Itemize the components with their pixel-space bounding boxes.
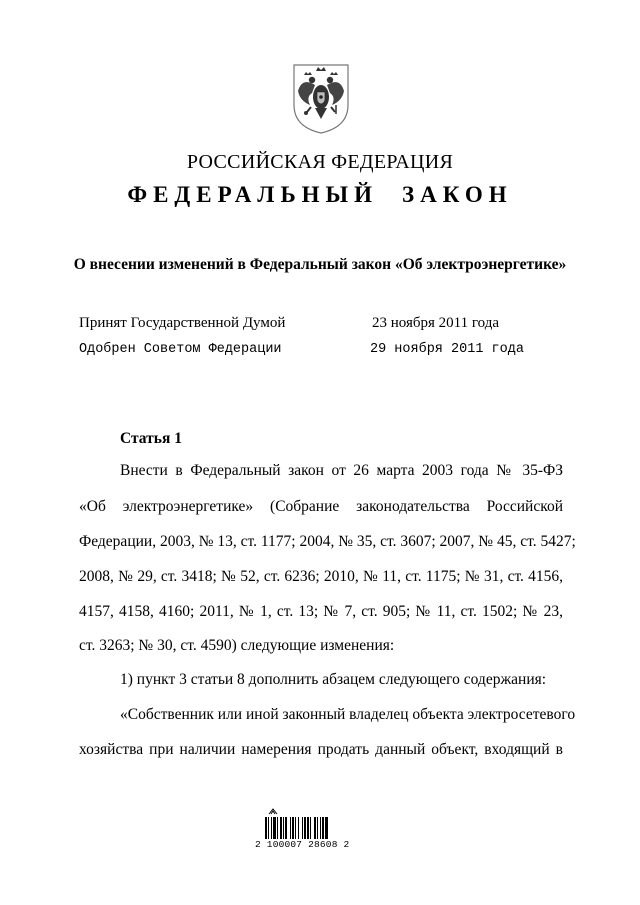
barcode-bar: [298, 817, 299, 839]
coat-of-arms-emblem: [290, 61, 352, 135]
law-title: О внесении изменений в Федеральный закон «Об электроэнергетике»: [73, 256, 567, 273]
article-text-line: Федерации, 2003, № 13, ст. 1177; 2004, № 35, ст. 3607; 2007, № 45, ст. 5427;: [79, 533, 576, 550]
barcode-bar: [290, 817, 291, 839]
barcode-bar: [325, 817, 328, 839]
barcode-bar: [304, 817, 306, 839]
barcode-bar: [273, 817, 276, 839]
adoption-date: 23 ноября 2011 года: [372, 315, 500, 331]
barcode-bar: [310, 817, 311, 839]
barcode-bar: [295, 817, 296, 839]
barcode-bar: [283, 817, 284, 839]
article-heading: Статья 1: [120, 430, 182, 447]
document-type-word-federal: ФЕДЕРАЛЬНЫЙ: [127, 182, 379, 207]
barcode-bar: [277, 817, 278, 839]
barcode-bar: [307, 817, 309, 839]
barcode-bar: [302, 817, 303, 839]
barcode-bar: [317, 817, 318, 839]
barcode-bar: [292, 817, 294, 839]
adoption-label: Одобрен Советом Федерации: [79, 342, 282, 357]
article-text-line: 1) пункт 3 статьи 8 дополнить абзацем следующего содержания:: [120, 671, 547, 688]
barcode: [255, 808, 359, 854]
barcode-bar: [268, 817, 269, 839]
article-text-line: 4157, 4158, 4160; 2011, № 1, ст. 13; № 7, ст. 905; № 11, ст. 1502; № 23,: [79, 603, 563, 620]
document-type-heading: [0, 182, 640, 208]
barcode-bars: [265, 817, 349, 839]
barcode-bar: [280, 817, 282, 839]
barcode-bar: [322, 817, 324, 839]
article-text-line: 2008, № 29, ст. 3418; № 52, ст. 6236; 2010, № 11, ст. 1175; № 31, ст. 4156,: [79, 568, 563, 585]
country-heading: РОССИЙСКАЯ ФЕДЕРАЦИЯ: [186, 151, 454, 173]
document-type-word-law: ЗАКОН: [402, 182, 513, 207]
barcode-mark-icon: [268, 808, 278, 815]
adoption-label: Принят Государственной Думой: [79, 315, 286, 331]
article-text-line: хозяйства при наличии намерения продать данный объект, входящий в: [79, 741, 563, 758]
article-text-line: «Собственник или иной законный владелец объекта электросетевого: [120, 706, 576, 723]
barcode-bar: [265, 817, 267, 839]
barcode-bar: [271, 817, 272, 839]
adoption-date: 29 ноября 2011 года: [370, 342, 524, 357]
barcode-bar: [314, 817, 316, 839]
article-text-line: ст. 3263; № 30, ст. 4590) следующие изменения:: [79, 637, 395, 654]
article-text-line: «Об электроэнергетике» (Собрание законодательства Российской: [79, 498, 563, 515]
article-text-line: Внести в Федеральный закон от 26 марта 2003 года № 35-ФЗ: [120, 462, 563, 479]
barcode-bar: [285, 817, 287, 839]
barcode-number: 2 100007 28608 2: [255, 839, 350, 850]
barcode-bar: [320, 817, 321, 839]
